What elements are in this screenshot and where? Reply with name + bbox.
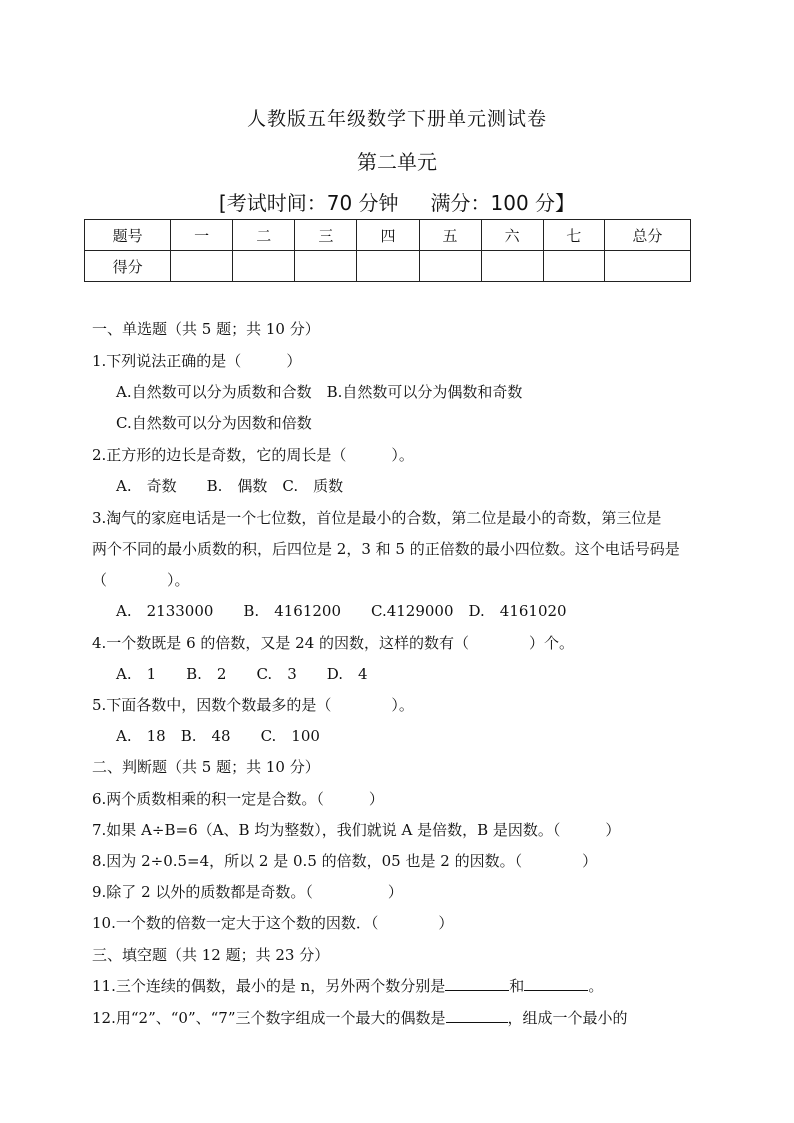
exam-info — [0, 187, 794, 216]
score-table-cell: 七 — [543, 220, 604, 251]
score-input-cell[interactable] — [233, 251, 295, 282]
question-1-option-c: C.自然数可以分为因数和倍数 — [116, 414, 312, 432]
section-heading-single-choice: 一、单选题（共 5 题；共 10 分） — [92, 320, 320, 338]
question-5: 5.下面各数中，因数个数最多的是（ ）。 — [92, 696, 414, 714]
exam-title: 人教版五年级数学下册单元测试卷 — [246, 108, 547, 130]
question-4-options: A. 1 B. 2 C. 3 D. 4 — [116, 665, 368, 683]
question-11-text: 11.三个连续的偶数，最小的是 n，另外两个数分别是 — [92, 977, 446, 995]
question-8: 8.因为 2÷0.5=4，所以 2 是 0.5 的倍数，05 也是 2 的因数。（ ） — [92, 852, 598, 870]
score-table-cell: 一 — [171, 220, 233, 251]
answer-blank[interactable] — [524, 976, 588, 991]
question-1: 1.下列说法正确的是（ ） — [92, 352, 302, 370]
question-12-text-continued: ，组成一个最小的 — [507, 1009, 628, 1027]
score-input-cell[interactable] — [171, 251, 233, 282]
question-9: 9.除了 2 以外的质数都是奇数。（ ） — [92, 883, 403, 901]
question-6: 6.两个质数相乘的积一定是合数。（ ） — [92, 790, 384, 808]
question-3-options: A. 2133000 B. 4161200 C.4129000 D. 4161020 — [116, 602, 567, 620]
question-7: 7.如果 A÷B=6（A、B 均为整数），我们就说 A 是倍数，B 是因数。（ ） — [92, 821, 621, 839]
question-10: 10.一个数的倍数一定大于这个数的因数．（ ） — [92, 914, 454, 932]
score-input-cell[interactable] — [481, 251, 543, 282]
question-2: 2.正方形的边长是奇数，它的周长是（ ）。 — [92, 446, 414, 464]
question-3-line-2: 两个不同的最小质数的积，后四位是 2，3 和 5 的正倍数的最小四位数。这个电话号码是 — [92, 540, 680, 558]
score-table-score-row — [85, 251, 691, 282]
question-11 — [92, 976, 603, 996]
score-input-cell[interactable] — [543, 251, 604, 282]
question-1-options-ab: A.自然数可以分为质数和合数 B.自然数可以分为偶数和奇数 — [116, 383, 523, 401]
score-input-cell[interactable] — [419, 251, 481, 282]
section-heading-true-false: 二、判断题（共 5 题；共 10 分） — [92, 758, 320, 776]
score-table-cell: 二 — [233, 220, 295, 251]
question-4: 4.一个数既是 6 的倍数，又是 24 的因数，这样的数有（ ）个。 — [92, 634, 575, 652]
score-table-cell: 六 — [481, 220, 543, 251]
section-heading-fill-in: 三、填空题（共 12 题；共 23 分） — [92, 946, 330, 964]
question-3-line-3: （ ）。 — [92, 571, 190, 589]
question-11-connector: 和 — [509, 977, 525, 995]
question-11-end: 。 — [588, 977, 604, 995]
question-5-options: A. 18 B. 48 C. 100 — [116, 727, 320, 745]
exam-time: [考试时间：70 分钟 — [218, 191, 399, 215]
score-table — [84, 219, 691, 282]
score-table-cell: 五 — [419, 220, 481, 251]
answer-blank[interactable] — [446, 1008, 508, 1023]
question-2-options: A. 奇数 B. 偶数 C. 质数 — [116, 477, 344, 495]
score-table-header-row — [85, 220, 691, 251]
question-3-line-1: 3.淘气的家庭电话是一个七位数，首位是最小的合数，第二位是最小的奇数，第三位是 — [92, 509, 662, 527]
score-input-cell[interactable] — [295, 251, 357, 282]
question-12 — [92, 1008, 628, 1028]
score-table-cell: 三 — [295, 220, 357, 251]
score-table-cell: 题号 — [85, 220, 171, 251]
full-score: 满分：100 分】 — [430, 191, 576, 215]
score-input-cell[interactable] — [357, 251, 419, 282]
score-input-cell[interactable] — [604, 251, 690, 282]
question-12-text: 12.用“2”、“0”、“7”三个数字组成一个最大的偶数是 — [92, 1009, 446, 1027]
unit-heading: 第二单元 — [357, 150, 437, 174]
score-table-cell: 总分 — [604, 220, 690, 251]
score-table-cell: 四 — [357, 220, 419, 251]
score-table-cell: 得分 — [85, 251, 171, 282]
answer-blank[interactable] — [445, 976, 509, 991]
